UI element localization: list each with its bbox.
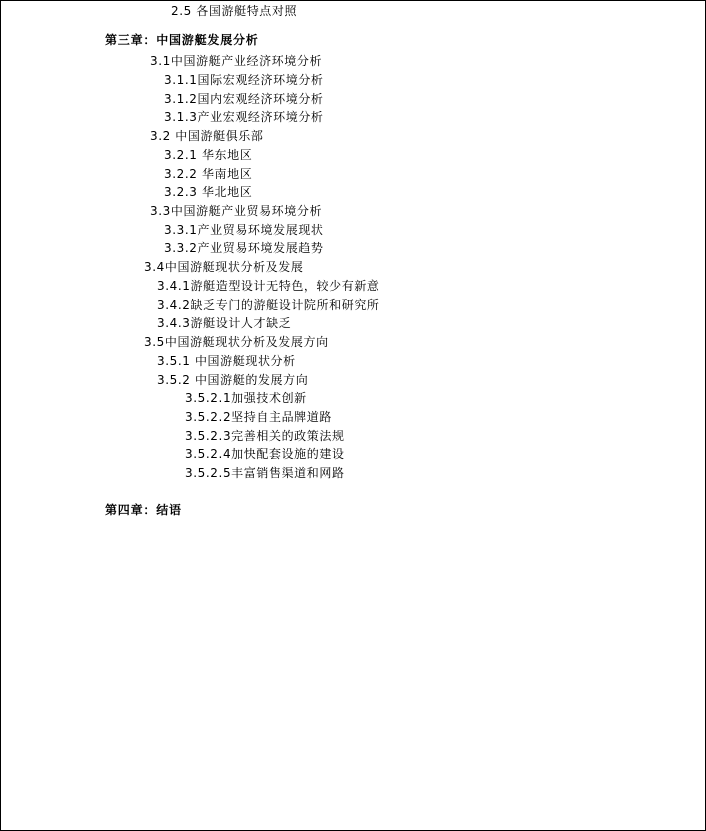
toc-entry-3-2: 3.2 中国游艇俱乐部 <box>150 129 264 143</box>
toc-entry-3-1-2: 3.1.2国内宏观经济环境分析 <box>164 92 324 106</box>
toc-entry-2-5: 2.5 各国游艇特点对照 <box>171 4 298 18</box>
toc-entry-3-5: 3.5中国游艇现状分析及发展方向 <box>144 335 329 349</box>
toc-entry-3-5-2-1: 3.5.2.1加强技术创新 <box>185 391 307 405</box>
toc-entry-3-5-2-5: 3.5.2.5丰富销售渠道和网路 <box>185 466 345 480</box>
toc-entry-3-2-3: 3.2.3 华北地区 <box>164 185 253 199</box>
toc-entry-3-3: 3.3中国游艇产业贸易环境分析 <box>150 204 323 218</box>
toc-entry-3-4-2: 3.4.2缺乏专门的游艇设计院所和研究所 <box>157 298 380 312</box>
toc-entry-3-3-2: 3.3.2产业贸易环境发展趋势 <box>164 241 324 255</box>
toc-entry-3-5-2-3: 3.5.2.3完善相关的政策法规 <box>185 429 345 443</box>
toc-entry-3-4: 3.4中国游艇现状分析及发展 <box>144 260 304 274</box>
toc-entry-3-1-3: 3.1.3产业宏观经济环境分析 <box>164 110 324 124</box>
toc-entry-3-1: 3.1中国游艇产业经济环境分析 <box>150 54 323 68</box>
chapter-4-heading: 第四章：结语 <box>105 503 182 517</box>
toc-entry-3-1-1: 3.1.1国际宏观经济环境分析 <box>164 73 324 87</box>
toc-entry-3-2-1: 3.2.1 华东地区 <box>164 148 253 162</box>
toc-entry-3-2-2: 3.2.2 华南地区 <box>164 167 253 181</box>
toc-entry-3-5-2-2: 3.5.2.2坚持自主品牌道路 <box>185 410 332 424</box>
chapter-3-heading: 第三章：中国游艇发展分析 <box>105 33 259 47</box>
toc-entry-3-5-2-4: 3.5.2.4加快配套设施的建设 <box>185 447 345 461</box>
toc-entry-3-5-2: 3.5.2 中国游艇的发展方向 <box>157 373 309 387</box>
toc-entry-3-3-1: 3.3.1产业贸易环境发展现状 <box>164 223 324 237</box>
toc-entry-3-5-1: 3.5.1 中国游艇现状分析 <box>157 354 296 368</box>
toc-entry-3-4-3: 3.4.3游艇设计人才缺乏 <box>157 316 292 330</box>
toc-entry-3-4-1: 3.4.1游艇造型设计无特色，较少有新意 <box>157 279 380 293</box>
